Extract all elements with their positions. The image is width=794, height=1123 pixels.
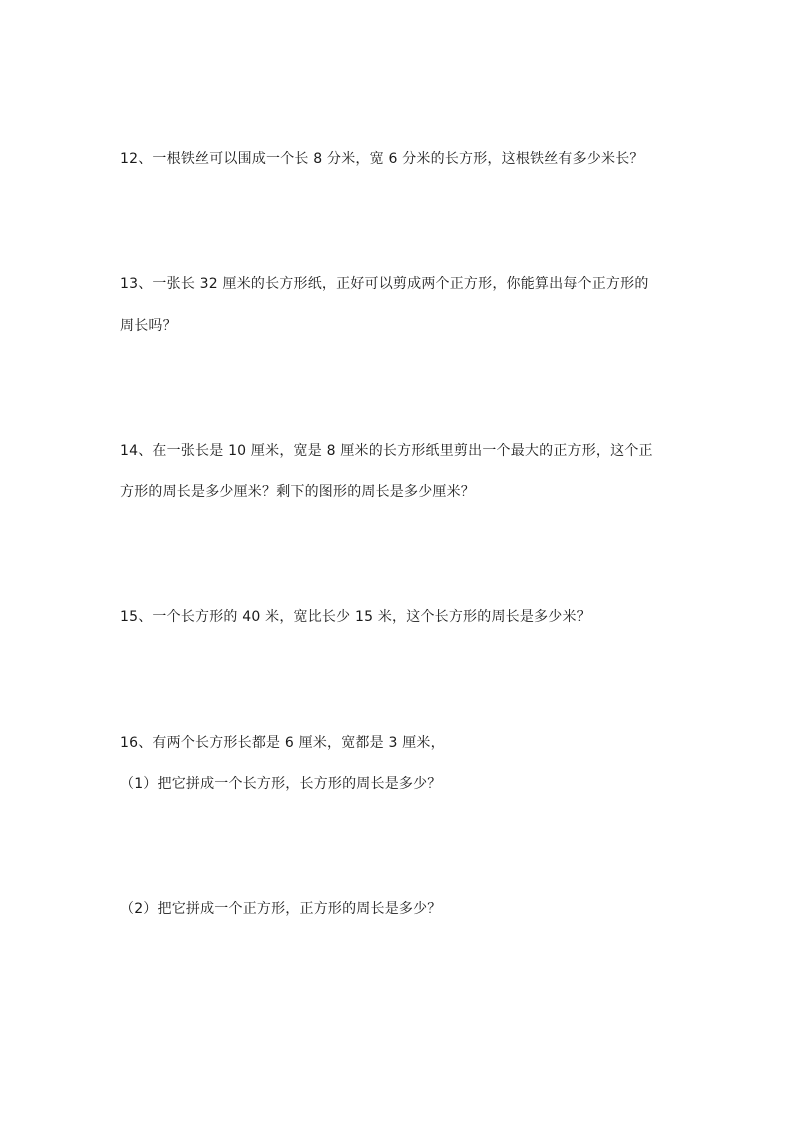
question-14-line-1: 14、在一张长是 10 厘米，宽是 8 厘米的长方形纸里剪出一个最大的正方形，这个正: [120, 443, 653, 459]
question-16-part-2: （2）把它拼成一个正方形，正方形的周长是多少？: [120, 901, 442, 917]
question-13-line-1: 13、一张长 32 厘米的长方形纸，正好可以剪成两个正方形，你能算出每个正方形的: [120, 276, 649, 292]
question-16-part-1: （1）把它拼成一个长方形，长方形的周长是多少？: [120, 776, 442, 792]
question-16-line-1: 16、有两个长方形长都是 6 厘米，宽都是 3 厘米，: [120, 735, 445, 751]
question-13-line-2: 周长吗？: [120, 318, 177, 334]
question-15-line-1: 15、一个长方形的 40 米，宽比长少 15 米，这个长方形的周长是多少米？: [120, 609, 591, 625]
question-14-line-2: 方形的周长是多少厘米？剩下的图形的周长是多少厘米？: [120, 484, 475, 500]
question-12-line-1: 12、一根铁丝可以围成一个长 8 分米，宽 6 分米的长方形，这根铁丝有多少米长？: [120, 151, 644, 167]
